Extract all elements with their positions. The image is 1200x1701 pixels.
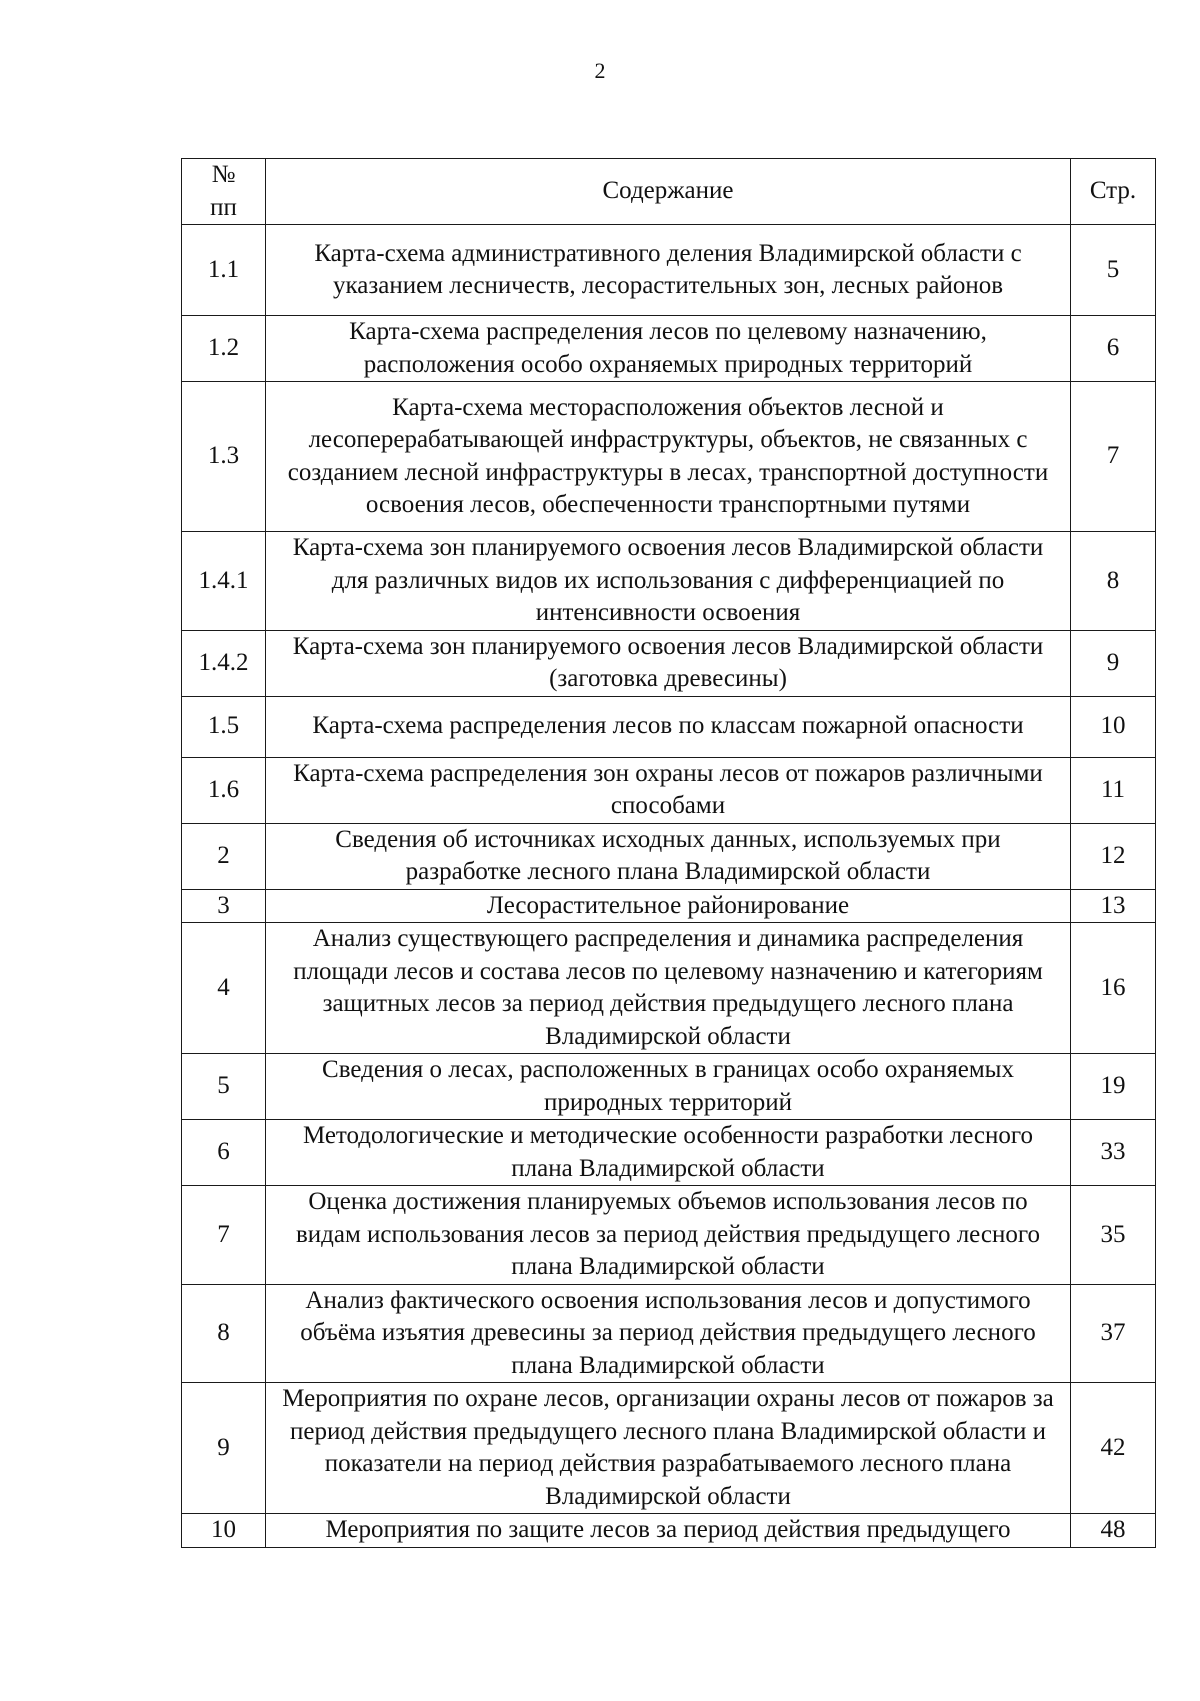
table-row — [182, 630, 1156, 696]
row-number: 10 — [182, 1514, 266, 1548]
row-number: 3 — [182, 889, 266, 923]
row-number: 2 — [182, 823, 266, 889]
row-title: Мероприятия по охране лесов, организации охраны лесов от пожаров за период действия предыдущего лесного плана Владимирской области и показатели на период действия разрабатываемого лесного плана Владимирской области — [266, 1383, 1071, 1514]
table-row — [182, 1120, 1156, 1186]
table-row — [182, 382, 1156, 532]
row-title: Лесорастительное районирование — [266, 889, 1071, 923]
table-row — [182, 225, 1156, 316]
row-title: Карта-схема административного деления Владимирской области с указанием лесничеств, лесорастительных зон, лесных районов — [266, 225, 1071, 316]
row-number: 8 — [182, 1284, 266, 1383]
table-row — [182, 1054, 1156, 1120]
table-row — [182, 889, 1156, 923]
row-page: 9 — [1071, 630, 1156, 696]
row-page: 37 — [1071, 1284, 1156, 1383]
table-header-row — [182, 159, 1156, 225]
row-page: 8 — [1071, 532, 1156, 631]
table-row — [182, 532, 1156, 631]
row-title: Карта-схема распределения зон охраны лесов от пожаров различными способами — [266, 757, 1071, 823]
row-page: 13 — [1071, 889, 1156, 923]
row-number: 1.4.2 — [182, 630, 266, 696]
table-row — [182, 1514, 1156, 1548]
row-page: 19 — [1071, 1054, 1156, 1120]
row-title: Методологические и методические особенности разработки лесного плана Владимирской области — [266, 1120, 1071, 1186]
table-row — [182, 316, 1156, 382]
table-row — [182, 1383, 1156, 1514]
row-title: Сведения об источниках исходных данных, используемых при разработке лесного плана Владимирской области — [266, 823, 1071, 889]
table-row — [182, 923, 1156, 1054]
row-page: 42 — [1071, 1383, 1156, 1514]
row-number: 1.2 — [182, 316, 266, 382]
row-number: 4 — [182, 923, 266, 1054]
row-page: 16 — [1071, 923, 1156, 1054]
row-title: Мероприятия по защите лесов за период действия предыдущего — [266, 1514, 1071, 1548]
header-number-symbol: № — [211, 161, 236, 188]
row-page: 6 — [1071, 316, 1156, 382]
row-title: Карта-схема зон планируемого освоения лесов Владимирской области (заготовка древесины) — [266, 630, 1071, 696]
page-number: 2 — [594, 58, 606, 83]
table-row — [182, 696, 1156, 757]
table-row — [182, 823, 1156, 889]
row-number: 6 — [182, 1120, 266, 1186]
row-title: Сведения о лесах, расположенных в границах особо охраняемых природных территорий — [266, 1054, 1071, 1120]
row-page: 11 — [1071, 757, 1156, 823]
row-title: Карта-схема зон планируемого освоения лесов Владимирской области для различных видов их использования с дифференциацией по интенсивности освоения — [266, 532, 1071, 631]
row-page: 5 — [1071, 225, 1156, 316]
row-page: 12 — [1071, 823, 1156, 889]
header-number-abbr: пп — [210, 193, 237, 221]
table-row — [182, 1186, 1156, 1285]
row-number: 9 — [182, 1383, 266, 1514]
row-title: Карта-схема месторасположения объектов лесной и лесоперерабатывающей инфраструктуры, объектов, не связанных с созданием лесной инфраструктуры в лесах, транспортной доступности освоения лесов, обеспеченности транспортными путями — [266, 382, 1071, 532]
row-title: Карта-схема распределения лесов по целевому назначению, расположения особо охраняемых природных территорий — [266, 316, 1071, 382]
row-number: 5 — [182, 1054, 266, 1120]
row-number: 1.1 — [182, 225, 266, 316]
row-number: 7 — [182, 1186, 266, 1285]
header-contents: Содержание — [266, 159, 1071, 225]
table-row — [182, 1284, 1156, 1383]
row-title: Карта-схема распределения лесов по классам пожарной опасности — [266, 696, 1071, 757]
row-page: 10 — [1071, 696, 1156, 757]
row-title: Анализ фактического освоения использования лесов и допустимого объёма изъятия древесины за период действия предыдущего лесного плана Владимирской области — [266, 1284, 1071, 1383]
row-number: 1.3 — [182, 382, 266, 532]
row-page: 35 — [1071, 1186, 1156, 1285]
header-number — [182, 159, 266, 225]
row-page: 33 — [1071, 1120, 1156, 1186]
row-title: Оценка достижения планируемых объемов использования лесов по видам использования лесов за период действия предыдущего лесного плана Владимирской области — [266, 1186, 1071, 1285]
header-page: Стр. — [1071, 159, 1156, 225]
row-number: 1.5 — [182, 696, 266, 757]
row-page: 7 — [1071, 382, 1156, 532]
row-title: Анализ существующего распределения и динамика распределения площади лесов и состава лесов по целевому назначению и категориям защитных лесов за период действия предыдущего лесного плана Владимирской области — [266, 923, 1071, 1054]
table-body — [182, 225, 1156, 1548]
table-row — [182, 757, 1156, 823]
row-number: 1.6 — [182, 757, 266, 823]
row-page: 48 — [1071, 1514, 1156, 1548]
row-number: 1.4.1 — [182, 532, 266, 631]
table-of-contents — [181, 158, 1156, 1548]
